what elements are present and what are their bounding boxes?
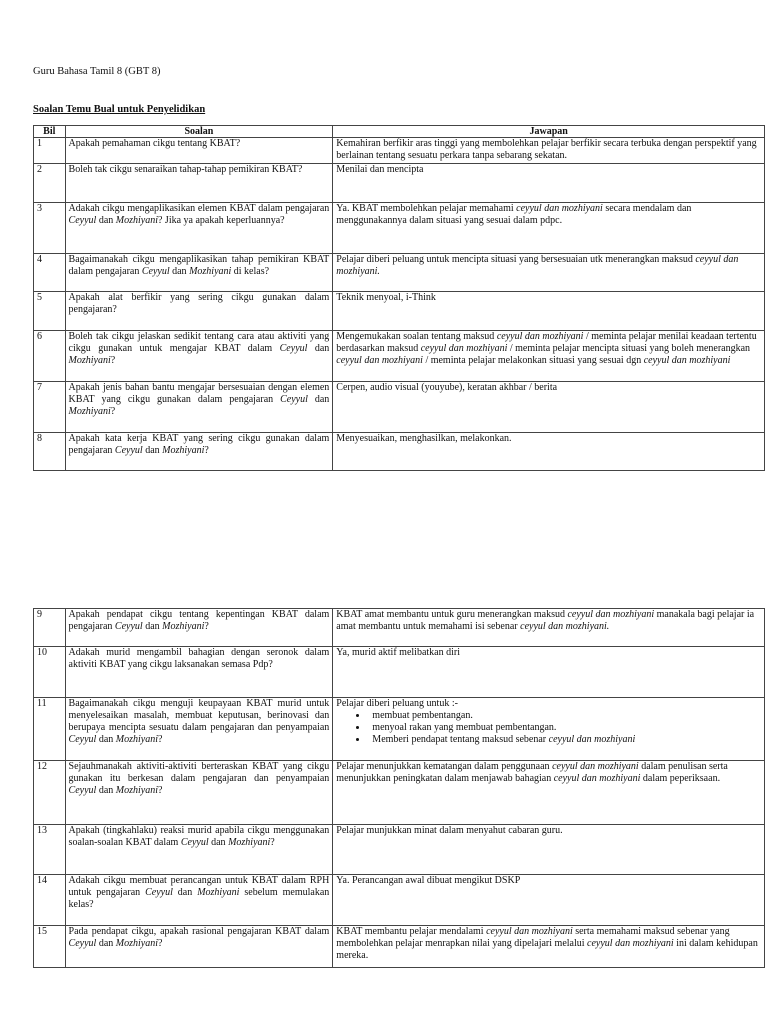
question-cell: Adakah cikgu membuat perancangan untuk KBAT dalam RPH untuk pengajaran Ceyyul dan Mozhiyani sebelum memulakan kelas? [65, 875, 333, 926]
question-cell: Apakah pendapat cikgu tentang kepentingan KBAT dalam pengajaran Ceyyul dan Mozhiyani? [65, 609, 333, 647]
column-header-jawapan: Jawapan [333, 126, 765, 138]
question-cell: Pada pendapat cikgu, apakah rasional pengajaran KBAT dalam Ceyyul dan Mozhiyani? [65, 926, 333, 968]
answer-cell: Ya. Perancangan awal dibuat mengikut DSKP [333, 875, 765, 926]
table-row [34, 138, 765, 164]
answer-cell: Menyesuaikan, menghasilkan, melakonkan. [333, 433, 765, 471]
row-number: 1 [34, 138, 66, 164]
question-cell: Apakah alat berfikir yang sering cikgu gunakan dalam pengajaran? [65, 292, 333, 331]
interview-table-page-1 [33, 125, 765, 471]
table-row [34, 382, 765, 433]
answer-cell: Ya. KBAT membolehkan pelajar memahami ceyyul dan mozhiyani secara mendalam dan menggunakannya dalam situasi yang sesuai dalam pdpc. [333, 203, 765, 254]
row-number: 3 [34, 203, 66, 254]
question-cell: Apakah kata kerja KBAT yang sering cikgu gunakan dalam pengajaran Ceyyul dan Mozhiyani? [65, 433, 333, 471]
row-number: 4 [34, 254, 66, 292]
answer-cell: Pelajar munjukkan minat dalam menyahut cabaran guru. [333, 825, 765, 875]
column-header-soalan: Soalan [65, 126, 333, 138]
table-row [34, 926, 765, 968]
answer-cell: Teknik menyoal, i-Think [333, 292, 765, 331]
question-cell: Apakah pemahaman cikgu tentang KBAT? [65, 138, 333, 164]
answer-cell: Menilai dan mencipta [333, 164, 765, 203]
question-cell: Adakah murid mengambil bahagian dengan seronok dalam aktiviti KBAT yang cikgu laksanakan semasa Pdp? [65, 647, 333, 698]
answer-cell: Pelajar diberi peluang untuk mencipta situasi yang bersesuaian utk menerangkan maksud ceyyul dan mozhiyani. [333, 254, 765, 292]
column-header-bil: Bil [34, 126, 66, 138]
table-row [34, 164, 765, 203]
answer-cell: Cerpen, audio visual (youyube), keratan akhbar / berita [333, 382, 765, 433]
row-number: 2 [34, 164, 66, 203]
interview-table-page-2 [33, 608, 765, 968]
table-row [34, 761, 765, 825]
question-cell: Apakah (tingkahlaku) reaksi murid apabila cikgu menggunakan soalan-soalan KBAT dalam Ceyyul dan Mozhiyani? [65, 825, 333, 875]
row-number: 6 [34, 331, 66, 382]
answer-cell: Ya, murid aktif melibatkan diri [333, 647, 765, 698]
table-row [34, 292, 765, 331]
table-row [34, 254, 765, 292]
table-row [34, 825, 765, 875]
table-row [34, 609, 765, 647]
row-number: 7 [34, 382, 66, 433]
row-number: 8 [34, 433, 66, 471]
table-row [34, 647, 765, 698]
row-number: 15 [34, 926, 66, 968]
question-cell: Bagaimanakah cikgu menguji keupayaan KBAT murid untuk menyelesaikan masalah, membuat keputusan, berinovasi dan berupaya mencipta sesuatu dalam pengajaran dan penyampaian Ceyyul dan Mozhiyani? [65, 698, 333, 761]
row-number: 11 [34, 698, 66, 761]
question-cell: Adakah cikgu mengaplikasikan elemen KBAT dalam pengajaran Ceyyul dan Mozhiyani? Jika ya apakah keperluannya? [65, 203, 333, 254]
table-row [34, 875, 765, 926]
table-row [34, 331, 765, 382]
table-header-row [34, 126, 765, 138]
row-number: 10 [34, 647, 66, 698]
table-row [34, 203, 765, 254]
question-cell: Boleh tak cikgu senaraikan tahap-tahap pemikiran KBAT? [65, 164, 333, 203]
question-cell: Sejauhmanakah aktiviti-aktiviti berteraskan KBAT yang cikgu gunakan itu berkesan dalam pengajaran dan penyampaian Ceyyul dan Mozhiyani? [65, 761, 333, 825]
row-number: 9 [34, 609, 66, 647]
answer-cell: KBAT membantu pelajar mendalami ceyyul dan mozhiyani serta memahami maksud sebenar yang membolehkan pelajar menrapkan nilai yang dipelajari melalui ceyyul dan mozhiyani ini dalam kehidupan mereka. [333, 926, 765, 968]
answer-cell: Pelajar menunjukkan kematangan dalam penggunaan ceyyul dan mozhiyani dalam penulisan serta menunjukkan peningkatan dalam menjawab bahagian ceyyul dan mozhiyani dalam peperiksaan. [333, 761, 765, 825]
section-title: Soalan Temu Bual untuk Penyelidikan [33, 104, 206, 115]
document-header: Guru Bahasa Tamil 8 (GBT 8) [33, 66, 161, 77]
answer-cell: Kemahiran berfikir aras tinggi yang membolehkan pelajar berfikir secara terbuka dengan perspektif yang berlainan tentang sesuatu perkara tanpa sebarang sekatan. [333, 138, 765, 164]
table-row [34, 698, 765, 761]
question-cell: Bagaimanakah cikgu mengaplikasikan tahap pemikiran KBAT dalam pengajaran Ceyyul dan Mozhiyani di kelas? [65, 254, 333, 292]
table-row [34, 433, 765, 471]
question-cell: Apakah jenis bahan bantu mengajar bersesuaian dengan elemen KBAT yang cikgu gunakan dalam pengajaran Ceyyul dan Mozhiyani? [65, 382, 333, 433]
row-number: 14 [34, 875, 66, 926]
answer-cell: Pelajar diberi peluang untuk :- • membuat pembentangan. • menyoal rakan yang membuat pembentangan. • Memberi pendapat tentang maksud sebenar ceyyul dan mozhiyani [333, 698, 765, 761]
answer-cell: KBAT amat membantu untuk guru menerangkan maksud ceyyul dan mozhiyani manakala bagi pelajar ia amat membantu untuk memahami isi sebenar ceyyul dan mozhiyani. [333, 609, 765, 647]
row-number: 5 [34, 292, 66, 331]
row-number: 12 [34, 761, 66, 825]
answer-cell: Mengemukakan soalan tentang maksud ceyyul dan mozhiyani / meminta pelajar menilai keadaan tertentu berdasarkan maksud ceyyul dan mozhiyani / meminta pelajar mencipta situasi yang boleh menerangkan ceyyul dan mozhiyani / meminta pelajar melakonkan situasi yang sesuai dgn ceyyul dan mozhiyani [333, 331, 765, 382]
question-cell: Boleh tak cikgu jelaskan sedikit tentang cara atau aktiviti yang cikgu gunakan untuk mengajar KBAT dalam Ceyyul dan Mozhiyani? [65, 331, 333, 382]
row-number: 13 [34, 825, 66, 875]
